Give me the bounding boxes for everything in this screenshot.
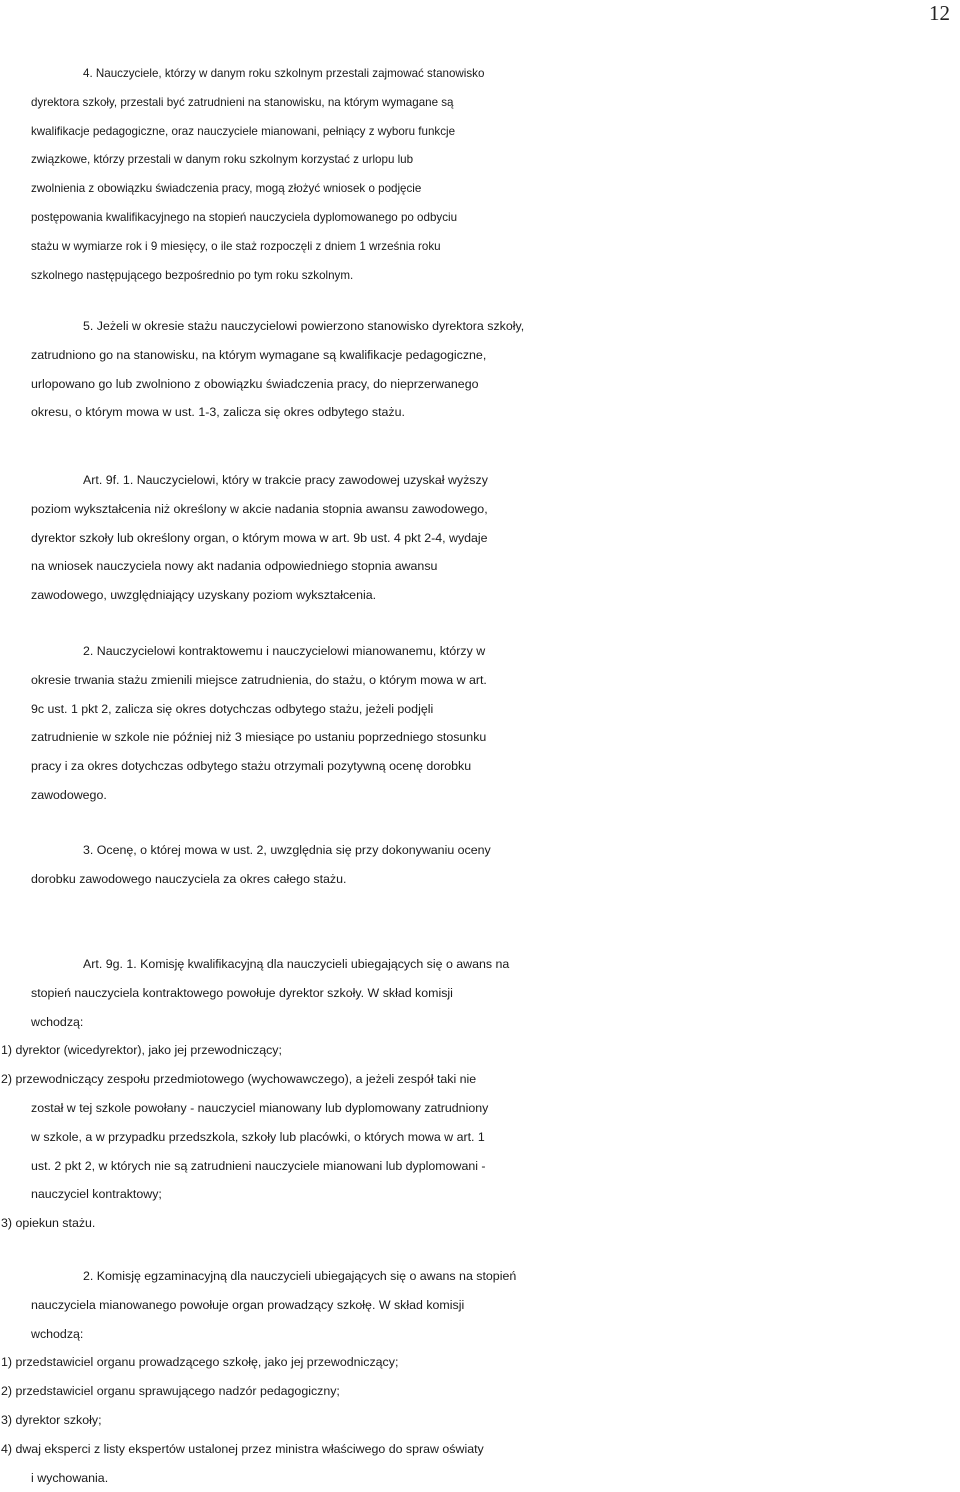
text-line: urlopowano go lub zwolniono z obowiązku świadczenia pracy, do nieprzerwanego: [31, 376, 479, 391]
article-9f-1: [0, 466, 960, 610]
text-line: zawodowego.: [31, 787, 107, 802]
list-item: 3) opiekun stażu.: [1, 1216, 96, 1231]
text-line: kwalifikacje pedagogiczne, oraz nauczyciele mianowani, pełniący z wyboru funkcje: [31, 124, 456, 138]
text-line: dyrektora szkoły, przestali być zatrudnieni na stanowisku, na którym wymagane są: [31, 95, 454, 109]
article-9g-2: [0, 1262, 960, 1492]
text-line: szkolnego następującego bezpośrednio po tym roku szkolnym.: [31, 268, 354, 282]
paragraph-5: [0, 312, 960, 427]
text-line: nauczyciela mianowanego powołuje organ prowadzący szkołę. W skład komisji: [31, 1297, 465, 1312]
text-line: 2. Komisję egzaminacyjną dla nauczycieli ubiegających się o awans na stopień: [83, 1269, 517, 1283]
text-line: zawodowego, uwzględniający uzyskany poziom wykształcenia.: [31, 588, 377, 603]
text-line: stopień nauczyciela kontraktowego powołuje dyrektor szkoły. W skład komisji: [31, 985, 453, 1000]
text-line: okresie trwania stażu zmienili miejsce zatrudnienia, do stażu, o którym mowa w art.: [31, 672, 487, 687]
list-item: 3) dyrektor szkoły;: [1, 1412, 102, 1427]
text-line: na wniosek nauczyciela nowy akt nadania odpowiedniego stopnia awansu: [31, 559, 438, 574]
list-item: 2) przedstawiciel organu sprawującego nadzór pedagogiczny;: [1, 1384, 340, 1399]
text-line: zatrudnienie w szkole nie później niż 3 miesiące po ustaniu poprzedniego stosunku: [31, 730, 487, 745]
paragraph-4: [0, 60, 960, 290]
list-item: 1) przedstawiciel organu prowadzącego szkołę, jako jej przewodniczący;: [1, 1355, 399, 1370]
text-line: okresu, o którym mowa w ust. 1-3, zalicza się okres odbytego stażu.: [31, 405, 405, 420]
text-line: związkowe, którzy przestali w danym roku szkolnym korzystać z urlopu lub: [31, 153, 414, 167]
article-9g-1: [0, 950, 960, 1238]
text-line: i wychowania.: [31, 1470, 109, 1485]
text-line: wchodzą:: [31, 1326, 84, 1341]
text-line: 4. Nauczyciele, którzy w danym roku szkolnym przestali zajmować stanowisko: [83, 67, 485, 80]
text-line: został w tej szkole powołany - nauczyciel mianowany lub dyplomowany zatrudniony: [31, 1100, 489, 1115]
article-9f-2: [0, 637, 960, 810]
text-line: dyrektor szkoły lub określony organ, o którym mowa w art. 9b ust. 4 pkt 2-4, wydaje: [31, 530, 488, 545]
article-9f-3: [0, 836, 960, 894]
text-line: w szkole, a w przypadku przedszkola, szkoły lub placówki, o których mowa w art. 1: [31, 1129, 485, 1144]
text-line: 5. Jeżeli w okresie stażu nauczycielowi powierzono stanowisko dyrektora szkoły,: [83, 319, 525, 333]
list-item: 4) dwaj eksperci z listy ekspertów ustalonej przez ministra właściwego do spraw oświaty: [1, 1441, 484, 1456]
page-number: 12: [929, 1, 950, 25]
text-line: 2. Nauczycielowi kontraktowemu i nauczycielowi mianowanemu, którzy w: [83, 644, 486, 658]
text-line: zatrudniono go na stanowisku, na którym wymagane są kwalifikacje pedagogiczne,: [31, 347, 487, 362]
text-line: postępowania kwalifikacyjnego na stopień nauczyciela dyplomowanego po odbyciu: [31, 210, 458, 224]
text-line: ust. 2 pkt 2, w których nie są zatrudnieni nauczyciele mianowani lub dyplomowani -: [31, 1158, 486, 1173]
text-line: 3. Ocenę, o której mowa w ust. 2, uwzględnia się przy dokonywaniu oceny: [83, 843, 491, 857]
text-line: nauczyciel kontraktowy;: [31, 1187, 162, 1202]
text-line: 9c ust. 1 pkt 2, zalicza się okres dotychczas odbytego stażu, jeżeli podjęli: [31, 701, 434, 716]
text-line: pracy i za okres dotychczas odbytego stażu otrzymali pozytywną ocenę dorobku: [31, 759, 472, 774]
text-line: Art. 9f. 1. Nauczycielowi, który w trakcie pracy zawodowej uzyskał wyższy: [83, 473, 488, 487]
text-line: zwolnienia z obowiązku świadczenia pracy, mogą złożyć wniosek o podjęcie: [31, 182, 422, 196]
text-line: Art. 9g. 1. Komisję kwalifikacyjną dla nauczycieli ubiegających się o awans na: [83, 957, 510, 971]
text-line: poziom wykształcenia niż określony w akcie nadania stopnia awansu zawodowego,: [31, 501, 488, 516]
text-line: dorobku zawodowego nauczyciela za okres całego stażu.: [31, 871, 347, 886]
text-line: wchodzą:: [31, 1014, 84, 1029]
list-item: 1) dyrektor (wicedyrektor), jako jej przewodniczący;: [1, 1043, 282, 1058]
list-item: 2) przewodniczący zespołu przedmiotowego (wychowawczego), a jeżeli zespół taki nie: [1, 1072, 477, 1087]
text-line: stażu w wymiarze rok i 9 miesięcy, o ile staż rozpoczęli z dniem 1 września roku: [31, 239, 441, 253]
